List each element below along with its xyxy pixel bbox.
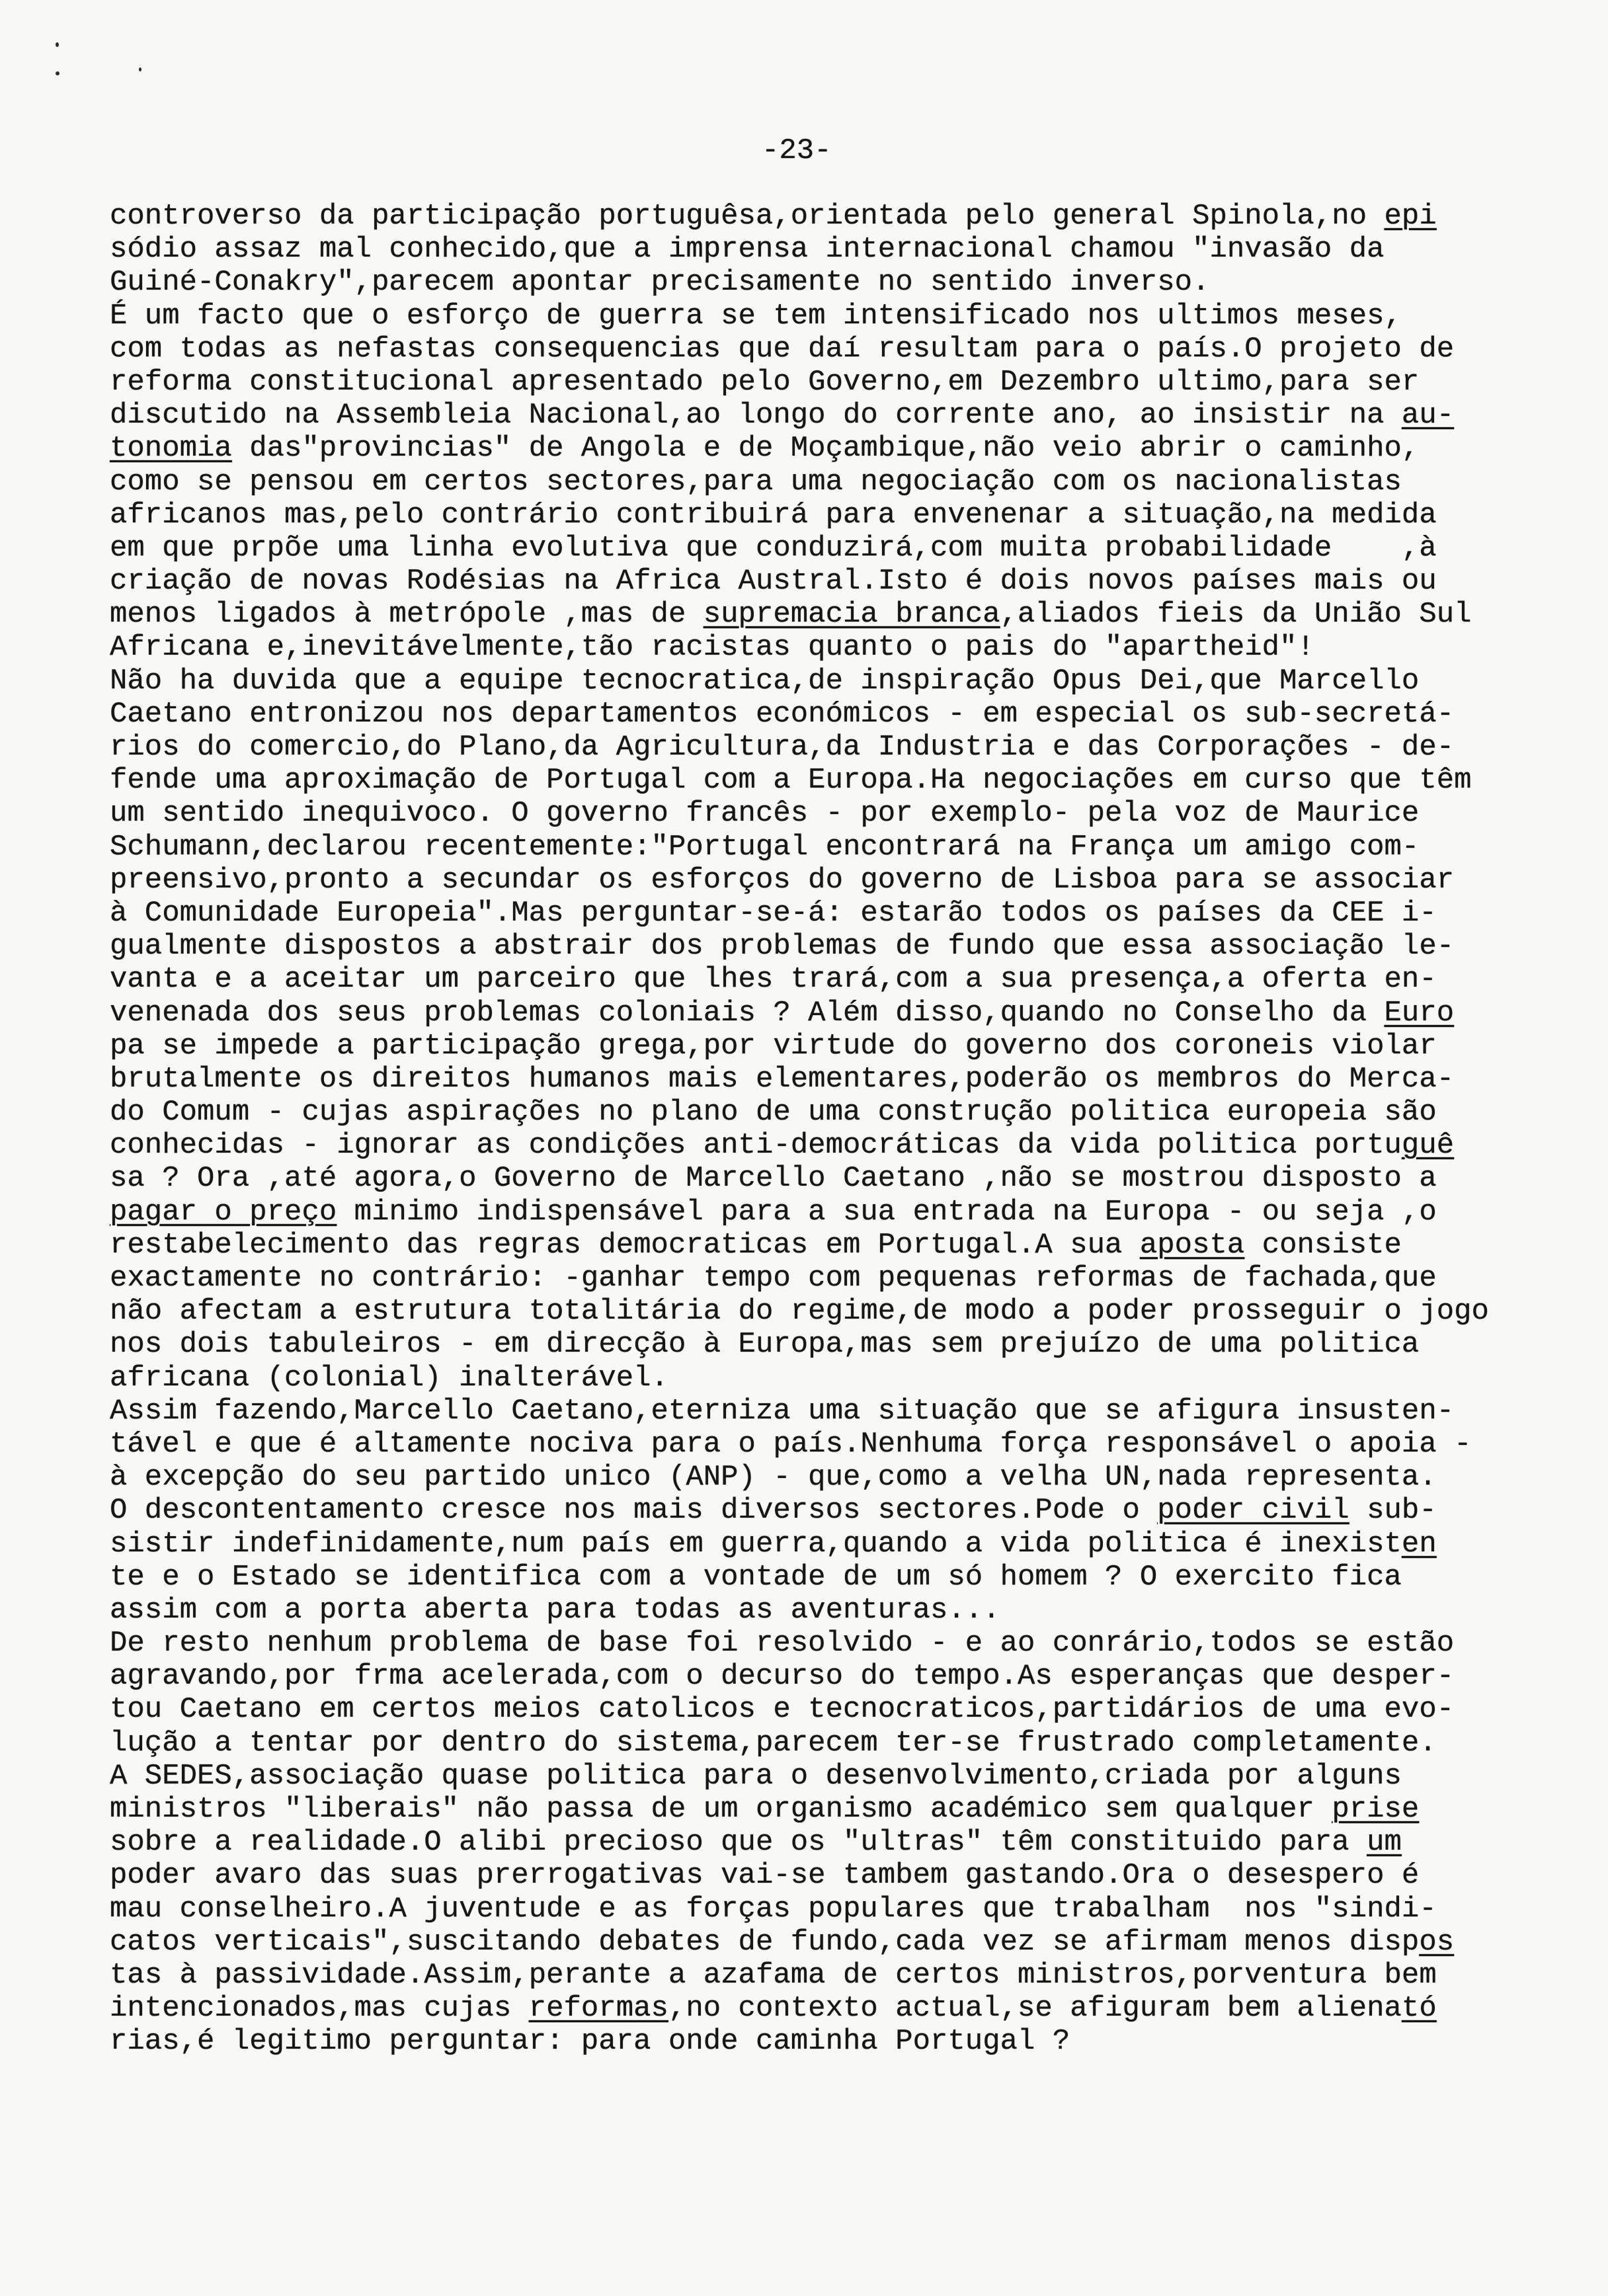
text-run: Assim fazendo,Marcello Caetano,eterniza uma situação que se afigura insusten-	[110, 1394, 1455, 1428]
text-run: agravando,por frma acelerada,com o decurso do tempo.As esperanças que desper-	[110, 1660, 1455, 1694]
text-run: catos verticais",suscitando debates de fundo,cada vez se afirmam menos disp	[110, 1925, 1420, 1959]
text-run: africanos mas,pelo contrário contribuirá para envenenar a situação,na medida	[110, 498, 1437, 532]
text-line	[110, 1295, 1564, 1328]
text-run: pa se impede a participação grega,por virtude do governo dos coroneis violar	[110, 1029, 1437, 1063]
text-run: venenada dos seus problemas coloniais ? Além disso,quando no Conselho da	[110, 996, 1385, 1030]
text-line	[110, 565, 1564, 598]
text-line	[110, 1926, 1564, 1959]
text-line	[110, 1030, 1564, 1063]
text-line	[110, 266, 1564, 299]
text-line	[110, 2025, 1564, 2058]
underlined-text: poder civil	[1157, 1494, 1349, 1528]
underlined-text: en	[1401, 1527, 1437, 1561]
text-line	[110, 1328, 1564, 1361]
text-run: poder avaro das suas prerrogativas vai-se tambem gastando.Ora o desespero é	[110, 1859, 1420, 1893]
text-run: tou Caetano em certos meios catolicos e tecnocraticos,partidários de uma evo-	[110, 1693, 1455, 1727]
underlined-text: Euro	[1384, 996, 1455, 1030]
text-line	[110, 963, 1564, 996]
text-run: criação de novas Rodésias na Africa Austral.Isto é dois novos países mais ou	[110, 565, 1437, 598]
underlined-text: prise	[1332, 1793, 1420, 1826]
text-line	[110, 532, 1564, 565]
text-line	[110, 333, 1564, 366]
text-run: sistir indefinidamente,num país em guerra,quando a vida politica é inexist	[110, 1527, 1402, 1561]
text-run: conhecidas - ignorar as condições anti-democráticas da vida politica portu	[110, 1129, 1402, 1163]
text-run: à Comunidade Europeia".Mas perguntar-se-á: estarão todos os países da CEE i-	[110, 896, 1437, 930]
text-run: como se pensou em certos sectores,para uma negociação com os nacionalistas	[110, 465, 1402, 499]
text-line	[110, 466, 1564, 499]
text-line	[110, 631, 1564, 664]
text-line	[110, 1129, 1564, 1162]
text-run: fende uma aproximação de Portugal com a Europa.Ha negociações em curso que têm	[110, 764, 1472, 798]
text-line	[110, 1262, 1564, 1295]
underlined-text: tonomia	[110, 432, 232, 466]
underlined-text: um	[1367, 1826, 1402, 1860]
text-line	[110, 897, 1564, 930]
text-run: nos dois tabuleiros - em direcção à Europa,mas sem prejuízo de uma politica	[110, 1328, 1420, 1362]
text-run: com todas as nefastas consequencias que daí resultam para o país.O projeto de	[110, 332, 1455, 366]
text-line	[110, 1594, 1564, 1627]
text-line	[110, 1395, 1564, 1428]
text-line	[110, 1959, 1564, 1992]
text-run: minimo indispensável para a sua entrada na Europa - ou seja ,o	[337, 1195, 1437, 1229]
underlined-text: os	[1419, 1925, 1455, 1959]
text-line	[110, 1494, 1564, 1527]
text-run: Caetano entronizou nos departamentos económicos - em especial os sub-secretá-	[110, 697, 1455, 731]
text-run: preensivo,pronto a secundar os esforços do governo de Lisboa para se associar	[110, 863, 1455, 897]
text-run: sa ? Ora ,até agora,o Governo de Marcello Caetano ,não se mostrou disposto a	[110, 1162, 1437, 1196]
text-run: sobre a realidade.O alibi precioso que os "ultras" têm constituido para	[110, 1826, 1367, 1860]
text-line	[110, 233, 1564, 266]
text-run: Schumann,declarou recentemente:"Portugal encontrará na França um amigo com-	[110, 830, 1420, 864]
text-run: De resto nenhum problema de base foi resolvido - e ao conrário,todos se estão	[110, 1627, 1455, 1660]
text-run: tável e que é altamente nociva para o país.Nenhuma força responsável o apoia -	[110, 1427, 1472, 1461]
text-run: restabelecimento das regras democraticas em Portugal.A sua	[110, 1228, 1140, 1262]
text-run: Guiné-Conakry",parecem apontar precisamente no sentido inverso.	[110, 266, 1210, 300]
text-line	[110, 1428, 1564, 1461]
text-line	[110, 831, 1564, 864]
text-line	[110, 797, 1564, 830]
page-number: -23-	[762, 134, 832, 167]
underlined-text: epi	[1384, 200, 1437, 233]
text-line	[110, 598, 1564, 631]
text-line	[110, 1992, 1564, 2025]
underlined-text: supremacia branca	[703, 598, 1000, 632]
text-line	[110, 1793, 1564, 1826]
scan-speck	[139, 67, 141, 71]
text-run: ,no contexto actual,se afiguram bem aliena	[668, 1992, 1402, 2026]
text-run: brutalmente os direitos humanos mais elementares,poderão os membros do Merca-	[110, 1062, 1455, 1096]
text-run: em que prpõe uma linha evolutiva que conduzirá,com muita probabilidade ,à	[110, 531, 1437, 565]
text-line	[110, 1893, 1564, 1926]
text-run: sódio assaz mal conhecido,que a imprensa internacional chamou "invasão da	[110, 233, 1385, 266]
underlined-text: guê	[1401, 1129, 1455, 1163]
underlined-text: pagar o preço	[110, 1195, 337, 1229]
text-run: ,aliados fieis da União Sul	[1000, 598, 1472, 632]
text-line	[110, 864, 1564, 897]
text-run: não afectam a estrutura totalitária do regime,de modo a poder prosseguir o jogo	[110, 1295, 1489, 1329]
text-run: rios do comercio,do Plano,da Agricultura,da Industria e das Corporações - de-	[110, 731, 1455, 764]
text-run: A SEDES,associação quase politica para o desenvolvimento,criada por alguns	[110, 1759, 1402, 1793]
text-line	[110, 200, 1564, 233]
text-run: menos ligados à metrópole ,mas de	[110, 598, 704, 632]
text-run: controverso da participação portuguêsa,orientada pelo general Spinola,no	[110, 200, 1385, 233]
text-run: consiste	[1244, 1228, 1402, 1262]
text-run: ministros "liberais" não passa de um organismo académico sem qualquer	[110, 1793, 1332, 1826]
text-run: reforma constitucional apresentado pelo Governo,em Dezembro ultimo,para ser	[110, 365, 1420, 399]
text-run: tas à passividade.Assim,perante a azafama de certos ministros,porventura bem	[110, 1958, 1437, 1992]
text-run: É um facto que o esforço de guerra se tem intensificado nos ultimos meses,	[110, 299, 1402, 333]
text-run: Não ha duvida que a equipe tecnocratica,de inspiração Opus Dei,que Marcello	[110, 664, 1420, 698]
text-run: O descontentamento cresce nos mais diversos sectores.Pode o	[110, 1494, 1158, 1528]
text-run: sub-	[1349, 1494, 1437, 1528]
underlined-text: reformas	[528, 1992, 668, 2026]
text-run: um sentido inequivoco. O governo francês - por exemplo- pela voz de Maurice	[110, 797, 1420, 831]
text-run: discutido na Assembleia Nacional,ao longo do corrente ano, ao insistir na	[110, 399, 1402, 432]
text-line	[110, 1461, 1564, 1494]
text-run: das"provincias" de Angola e de Moçambique,não veio abrir o caminho,	[231, 432, 1420, 466]
text-line	[110, 731, 1564, 764]
text-run: te e o Estado se identifica com a vontade de um só homem ? O exercito fica	[110, 1560, 1402, 1594]
scan-speck	[56, 71, 60, 75]
text-line	[110, 1859, 1564, 1892]
text-run: Africana e,inevitávelmente,tão racistas quanto o pais do "apartheid"!	[110, 631, 1314, 665]
text-line	[110, 930, 1564, 963]
body-text	[110, 200, 1564, 2059]
text-run: vanta e a aceitar um parceiro que lhes trará,com a sua presença,a oferta en-	[110, 963, 1437, 997]
text-run: do Comum - cujas aspirações no plano de uma construção politica europeia são	[110, 1096, 1437, 1129]
underlined-text: tó	[1401, 1992, 1437, 2026]
text-run: à excepção do seu partido unico (ANP) - que,como a velha UN,nada representa.	[110, 1461, 1437, 1495]
text-run: lução a tentar por dentro do sistema,parecem ter-se frustrado completamente.	[110, 1726, 1437, 1760]
text-line	[110, 1528, 1564, 1561]
text-line	[110, 1096, 1564, 1129]
text-line	[110, 698, 1564, 731]
text-line	[110, 1196, 1564, 1229]
text-run: mau conselheiro.A juventude e as forças populares que trabalham nos "sindi-	[110, 1892, 1437, 1926]
text-line	[110, 1162, 1564, 1195]
text-line	[110, 300, 1564, 333]
text-line	[110, 399, 1564, 432]
text-line	[110, 665, 1564, 698]
text-line	[110, 1627, 1564, 1660]
text-line	[110, 366, 1564, 399]
text-line	[110, 1693, 1564, 1726]
text-line	[110, 1229, 1564, 1262]
text-line	[110, 764, 1564, 797]
scan-speck	[56, 42, 59, 47]
text-line	[110, 1826, 1564, 1859]
text-line	[110, 1660, 1564, 1693]
text-line	[110, 1063, 1564, 1096]
text-run: gualmente dispostos a abstrair dos problemas de fundo que essa associação le-	[110, 930, 1455, 964]
text-run: assim com a porta aberta para todas as aventuras...	[110, 1593, 1000, 1627]
text-line	[110, 1727, 1564, 1760]
text-run: rias,é legitimo perguntar: para onde caminha Portugal ?	[110, 2025, 1070, 2059]
text-line	[110, 1561, 1564, 1594]
text-run: africana (colonial) inalterável.	[110, 1361, 668, 1395]
text-line	[110, 1362, 1564, 1395]
text-line	[110, 499, 1564, 532]
text-run: exactamente no contrário: -ganhar tempo com pequenas reformas de fachada,que	[110, 1262, 1437, 1295]
underlined-text: aposta	[1139, 1228, 1245, 1262]
underlined-text: au-	[1401, 399, 1455, 432]
text-line	[110, 1760, 1564, 1793]
text-run: intencionados,mas cujas	[110, 1992, 529, 2026]
text-line	[110, 997, 1564, 1030]
text-line	[110, 432, 1564, 465]
